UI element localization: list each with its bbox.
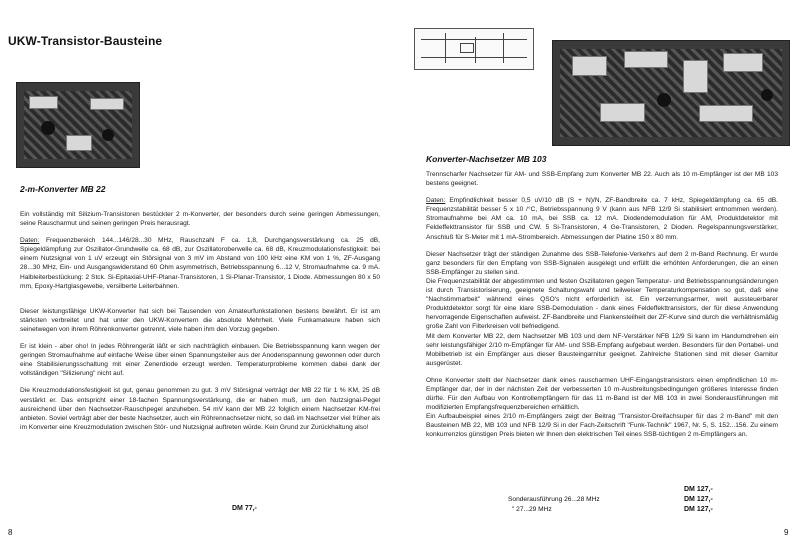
- variant-label-26-28: Sonderausführung 26...28 MHz: [508, 496, 600, 503]
- right-page: [400, 0, 800, 560]
- variant-label-27-29: " 27...29 MHz: [512, 506, 552, 513]
- intro-text: Trennscharfer Nachsetzer für AM- und SSB-Empfang zum Konverter MB 22. Auch als 10 m-Empfänger ist der MB 103 bestens geeignet.: [426, 171, 778, 188]
- data-text: Empfindlichkeit besser 0,5 uV/10 dB (S + N)/N, ZF-Bandbreite ca. 7 kHz, Spiegeldämpfung ca. 65 dB. Frequenzstabilität besser 5 x 10 /°C, Betriebsspannung 9 V (kann aus NFB 12/9 Si stabilisiert entnommen werden). Stromaufnahme bei AM ca. 10 mA, bei SSB ca. 12 mA. Diodendemodulation für AM, Produktdetektor mit Feldeffekttransistor für SSB und CW. 5 Si-Transistoren, 4 Ge-Transistoren, 2 Dioden. Regelspannungsverstärker, Anschluß für S-Meter mit 1 mA-Strombereich. Abmessungen der Platine 150 x 80 mm.: [426, 197, 778, 241]
- price-variant-27-29: DM 127,-: [684, 506, 713, 513]
- right-body: [426, 170, 778, 448]
- page-number: 8: [8, 528, 13, 537]
- data-label: Daten:: [426, 197, 446, 205]
- page-heading: UKW-Transistor-Bausteine: [8, 34, 163, 48]
- left-body: [20, 210, 380, 440]
- data-block: [426, 196, 778, 241]
- schematic-diagram-icon: [414, 28, 534, 70]
- converter-board-photo-icon: [552, 40, 790, 146]
- paragraph: Dieser Nachsetzer trägt der ständigen Zunahme des SSB-Telefonie-Verkehrs auf dem 2 m-Band Rechnung. Er wurde ganz besonders für den Empfang von SSB-Signalen ausgelegt und erfüllt die erhöhten Anforderungen, die an einen SSB-Empfänger zu stellen sind.: [426, 250, 778, 276]
- subheading-mb103: Konverter-Nachsetzer MB 103: [426, 154, 547, 164]
- paragraph: Er ist klein - aber oho! In jedes Röhrengerät läßt er sich nachträglich einbauen. Die Betriebsspannung kann wegen der geringen Stromaufnahme auf einfache Weise über einen Spannungsteiler aus der Anodenspannung gewonnen oder durch eine Stabilisierungsschaltung mit einer Zenerdiode erzeugt werden. Temperaturprobleme kommen dabei dank der vollständigen "Silizierung" nicht auf.: [20, 343, 380, 378]
- data-text: Frequenzbereich 144...146/28...30 MHz, Rauschzahl F ca. 1,8, Durchgangsverstärkung ca. 25 dB, Spiegeldämpfung zur Oszillator-Grundwelle ca. 68 dB, zur Oszillatoroberwelle ca. 68 dB, Kreuzmodulationsfestigkeit: bei einem Nutzsignal von 1 uV erzeugt ein Störsignal von 3 mV im Abstand von 100 kHz eine KM von 1 %, ZF-Ausgang 28...30 MHz, Ein- und Ausgangswiderstand 60 Ohm asymmetrisch, Betriebsspannung 6...12 V, Stromaufnahme ca. 9 mA. Halbleiterbestückung: 2 Stck. Si-Epitaxial-UHF-Planar-Transistoren, 1 Si-Planar-Transistor, 1 Diode. Abmessungen 80 x 50 mm, Epoxy-Hartglasgewebe, versilberte Leiterbahnen.: [20, 237, 380, 290]
- data-label: Daten:: [20, 237, 40, 245]
- data-block: [20, 236, 380, 291]
- paragraph: Die Kreuzmodulationsfestigkeit ist gut, genau genommen zu gut. 3 mV Störsignal verträgt der MB 22 für 1 % KM, 25 dB verstärkt er. Das entspricht einer 18-fachen Spannungsverstärkung, die er haben muß, um den Nutzsignal-Pegel ausreichend über den Nachsetzer-Rauschpegel anzuheben. 54 mV kann der MB 22 folglich einem Nachsetzer KM-frei anbieten. Soviel verträgt aber der beste Nachsetzer, auch ein Röhrennachsetzer nicht, so daß im Nachsetzer viel früher als im Konverter eine Kreuzmodulation zwischen Stör- und Nutzsignal auftreten würde. Kein Grund zur Zurückhaltung also!: [20, 387, 380, 431]
- price-mb22: DM 77,-: [232, 505, 257, 512]
- paragraph: Mit dem Konverter MB 22, dem Nachsetzer MB 103 und dem NF-Verstärker NFB 12/9 Si kann im Handumdrehen ein sehr leistungsfähiger 2/10 m-Empfänger für AM- und SSB-Empfang aufgebaut werden. Besonders für den Portabel- und Mobilbetrieb ist ein Empfänger aus dieser Bausteingarnitur geeignet. Zahlreiche Stationen sind mit dieser Garnitur ausgerüstet.: [426, 332, 778, 367]
- page-number: 9: [784, 528, 789, 537]
- price-mb103: DM 127,-: [684, 486, 713, 493]
- paragraph: Dieser leistungsfähige UKW-Konverter hat sich bei Tausenden von Amateurfunkstationen bestens bewährt. Er ist am stärksten verbreitet und hat unter den UKW-Konvertern die absolute Mehrheit. Viele Funkamateure haben sich seinetwegen von ihrem Röhrenkonverter getrennt, viele haben ihm den Vorzug gegeben.: [20, 307, 380, 333]
- price-variant-26-28: DM 127,-: [684, 496, 713, 503]
- circuit-board-photo-icon: [16, 82, 140, 168]
- intro-text: Ein vollständig mit Silizium-Transistoren bestückter 2 m-Konverter, der besonders durch seine geringen Abmessungen, seine Rauscharmut und seinen geringen Preis herausragt.: [20, 211, 380, 228]
- paragraph: Ohne Konverter stellt der Nachsetzer dank eines rauscharmen UHF-Eingangstransistors einen empfindlichen 10 m-Empfänger dar, der in der nächsten Zeit der verbesserten 10 m-Ausbreitungsbedingungen größeres Interesse finden dürfte. Für den Aufbau von Kontrollempfängern für das 11 m-Band ist der MB 103 in zwei Sonderausführungen mit modifizierten Empfangsfrequenzbereichen erhältlich.: [426, 376, 778, 412]
- paragraph: Die Frequenzstabilität der abgestimmten und festen Oszillatoren gegen Temperatur- und Betriebsspannungsänderungen ist durch Transistorisierung, geeignete Schaltungswahl und teilweiser Temperaturkompensation so gut, daß eine "Nachstimmarbeit" während eines QSO's nicht erforderlich ist. Ein verzerrungsarmer, weit aussteuerbarer Produktdetektor sorgt für eine klare SSB-Demodulation - dank eines Feldeffekttransistors, der für diese Anwendung hervorragende Eigenschaften aufweist. ZF-Bandbreite und Flankensteilheit der ZF-Kurve sind durch die verhältnismäßig große Zahl von Filterkreisen voll befriedigend.: [426, 277, 778, 331]
- paragraph: Ein Aufbaubeispiel eines 2/10 m-Empfängers zeigt der Beitrag "Transistor-Dreifachsuper für das 2 m-Band" mit den Bausteinen MB 22, MB 103 und NFB 12/9 Si in der Fach-Zeitschrift "Funk-Technik" 1967, Nr. 5, S. 152...156. Zu einem konkurrenzlos günstigen Preis bieten wir Ihnen den elektrischen Teil eines SSB-tüchtigen 2 m-Empfängers an.: [426, 413, 778, 439]
- subheading-mb22: 2-m-Konverter MB 22: [20, 184, 106, 194]
